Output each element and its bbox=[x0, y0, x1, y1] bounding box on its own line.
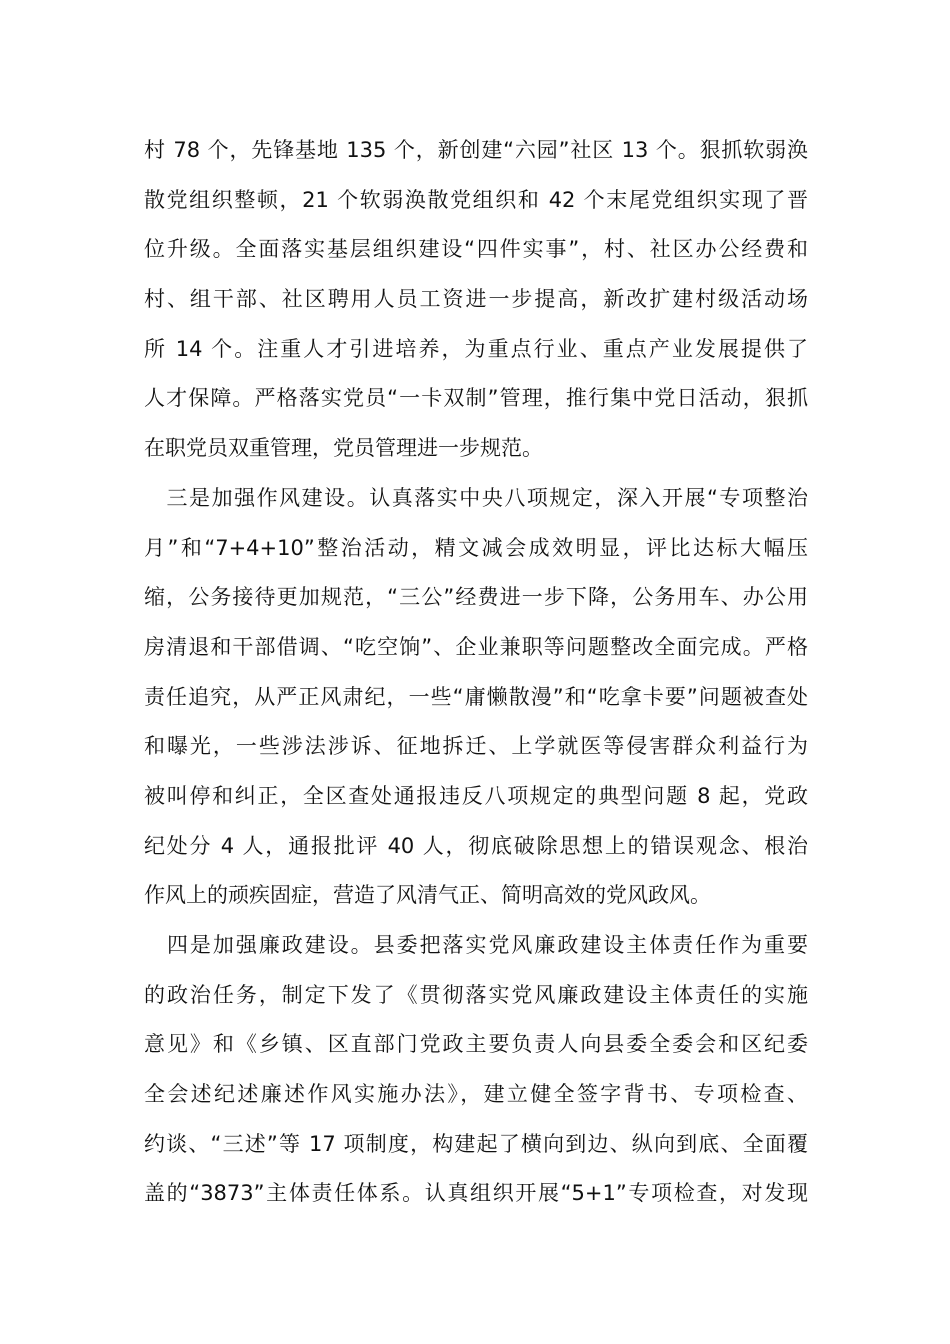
text-line: 和曝光，一些涉法涉诉、征地拆迁、上学就医等侵害群众利益行为 bbox=[144, 734, 808, 759]
text-line: 位升级。全面落实基层组织建设“四件实事”，村、社区办公经费和 bbox=[144, 237, 808, 262]
text-line: 的政治任务，制定下发了《贯彻落实党风廉政建设主体责任的实施 bbox=[144, 982, 808, 1007]
text-line: 人才保障。严格落实党员“一卡双制”管理，推行集中党日活动，狠抓 bbox=[144, 386, 808, 411]
text-line: 责任追究，从严正风肃纪，一些“庸懒散漫”和“吃拿卡要”问题被查处 bbox=[144, 684, 808, 709]
text-line: 三是加强作风建设。认真落实中央八项规定，深入开展“专项整治 bbox=[144, 485, 808, 510]
text-line: 作风上的顽疾固症，营造了风清气正、简明高效的党风政风。 bbox=[144, 883, 711, 908]
text-line: 约谈、“三述”等 17 项制度，构建起了横向到边、纵向到底、全面覆 bbox=[144, 1131, 808, 1156]
text-line: 缩，公务接待更加规范，“三公”经费进一步下降，公务用车、办公用 bbox=[144, 585, 808, 610]
document-body bbox=[144, 126, 808, 1219]
text-line: 房清退和干部借调、“吃空饷”、企业兼职等问题整改全面完成。严格 bbox=[144, 634, 808, 659]
text-line: 四是加强廉政建设。县委把落实党风廉政建设主体责任作为重要 bbox=[144, 933, 808, 957]
text-line: 意见》和《乡镇、区直部门党政主要负责人向县委全委会和区纪委 bbox=[144, 1032, 808, 1057]
text-line: 被叫停和纠正，全区查处通报违反八项规定的典型问题 8 起，党政 bbox=[144, 783, 808, 808]
text-line: 在职党员双重管理，党员管理进一步规范。 bbox=[144, 436, 543, 461]
text-line: 散党组织整顿，21 个软弱涣散党组织和 42 个末尾党组织实现了晋 bbox=[144, 187, 808, 212]
text-line: 所 14 个。注重人才引进培养，为重点行业、重点产业发展提供了 bbox=[144, 336, 808, 361]
text-line: 村 78 个，先锋基地 135 个，新创建“六园”社区 13 个。狠抓软弱涣 bbox=[144, 138, 808, 162]
text-line: 全会述纪述廉述作风实施办法》，建立健全签字背书、专项检查、 bbox=[144, 1082, 808, 1107]
text-line: 盖的“3873”主体责任体系。认真组织开展“5+1”专项检查，对发现 bbox=[144, 1181, 808, 1206]
text-line: 村、组干部、社区聘用人员工资进一步提高，新改扩建村级活动场 bbox=[144, 287, 808, 312]
text-line: 月”和“7+4+10”整治活动，精文减会成效明显，评比达标大幅压 bbox=[144, 535, 808, 560]
text-line: 纪处分 4 人，通报批评 40 人，彻底破除思想上的错误观念、根治 bbox=[144, 833, 808, 858]
